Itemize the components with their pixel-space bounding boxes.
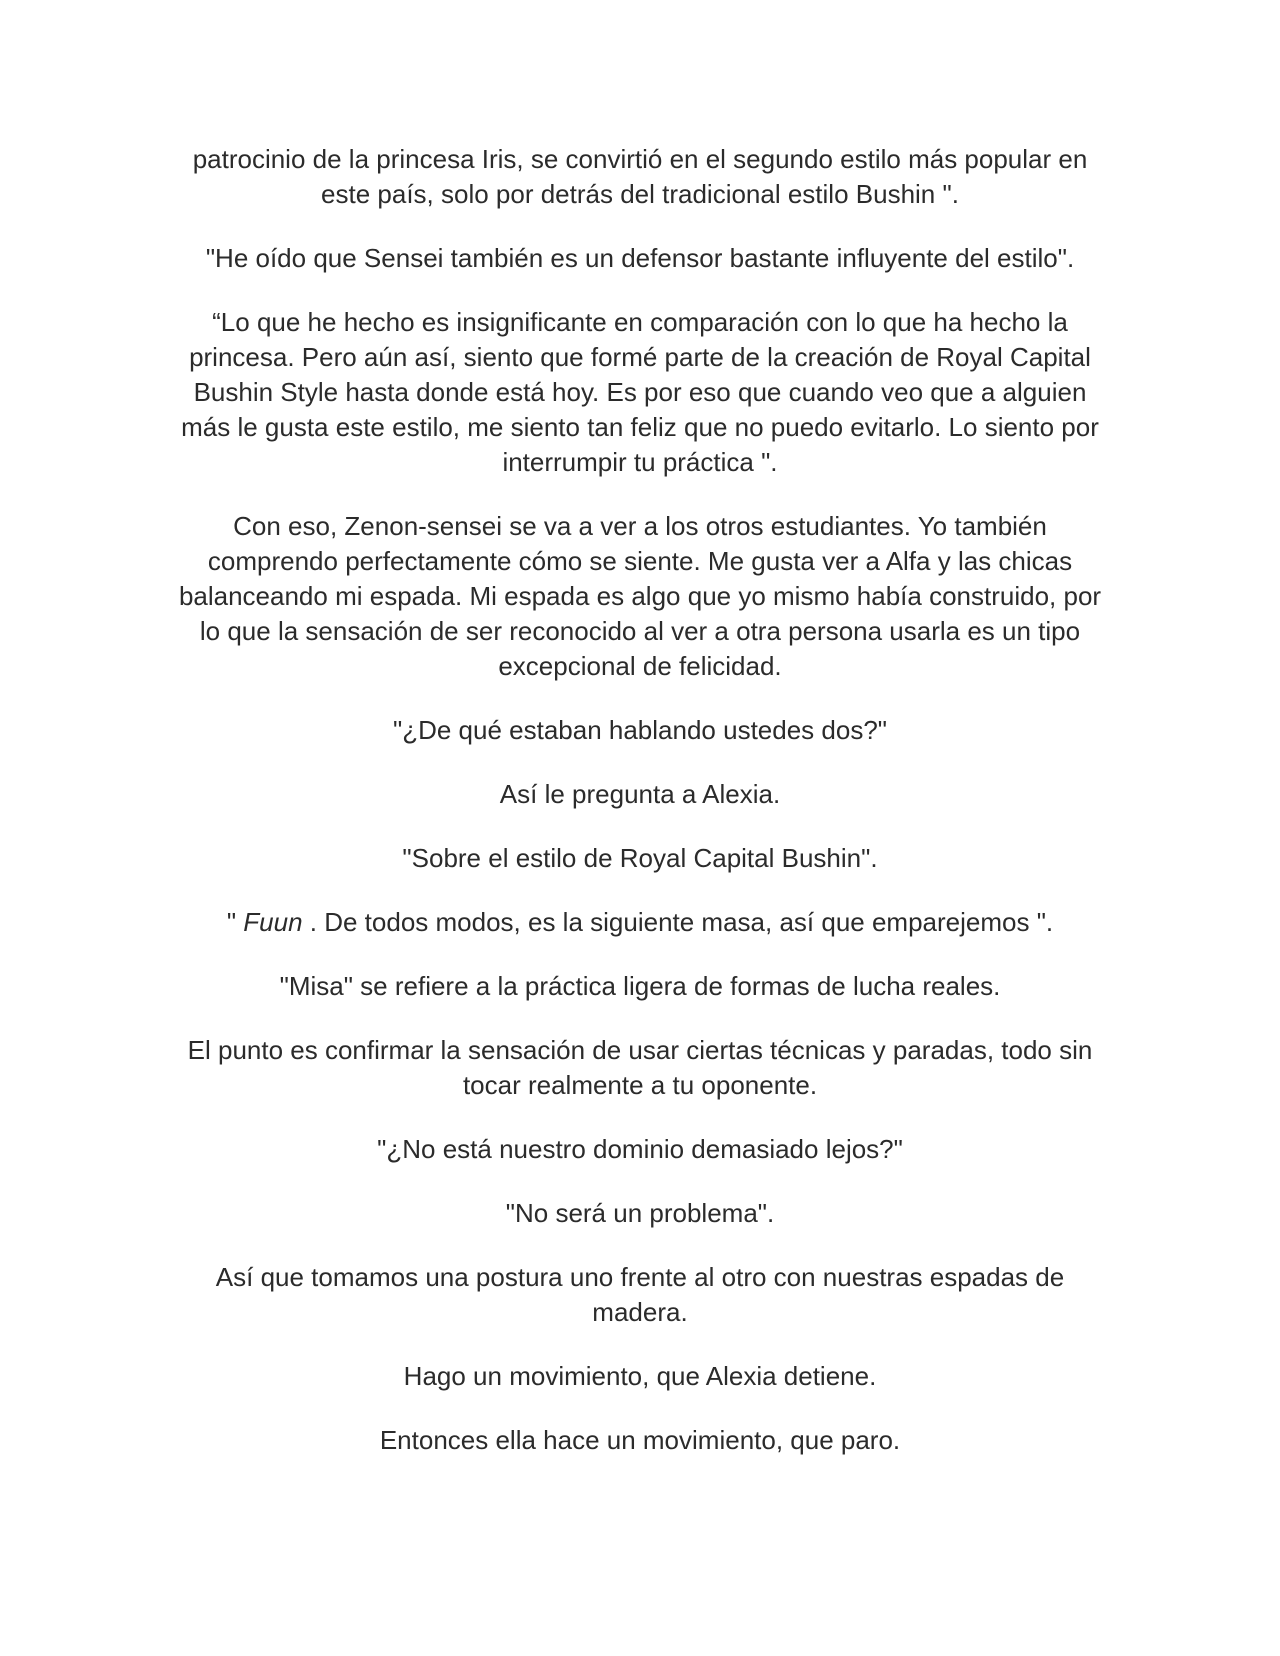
paragraph-hago-movimiento: Hago un movimiento, que Alexia detiene. [403, 1361, 877, 1391]
fuun-emphasis: Fuun [243, 907, 303, 937]
paragraph-fuun [170, 905, 1110, 940]
paragraph-sensei-defensor: "He oído que Sensei también es un defensor bastante influyente del estilo". [205, 243, 1075, 273]
paragraph-el-punto: El punto es confirmar la sensación de usar ciertas técnicas y paradas, todo sin tocar realmente a tu oponente. [187, 1035, 1093, 1100]
fuun-prefix: " [226, 907, 244, 937]
paragraph-ella-hace-movimiento: Entonces ella hace un movimiento, que paro. [379, 1425, 901, 1455]
paragraph-de-que-hablando: "¿De qué estaban hablando ustedes dos?" [392, 715, 888, 745]
paragraph-tomamos-postura: Así que tomamos una postura uno frente al otro con nuestras espadas de madera. [215, 1262, 1065, 1327]
paragraph-dominio-lejos: "¿No está nuestro dominio demasiado lejos?" [377, 1134, 903, 1164]
paragraph-con-eso-zenon: Con eso, Zenon-sensei se va a ver a los otros estudiantes. Yo también comprendo perfectamente cómo se siente. Me gusta ver a Alfa y las chicas balanceando mi espada. Mi espada es algo que yo mismo había construido, por lo que la sensación de ser reconocido al ver a otra persona usarla es un tipo excepcional de felicidad. [178, 511, 1102, 681]
paragraph-no-sera-problema: "No será un problema". [505, 1198, 775, 1228]
paragraph-asi-le-pregunta: Así le pregunta a Alexia. [499, 779, 781, 809]
paragraph-sobre-el-estilo: "Sobre el estilo de Royal Capital Bushin". [402, 843, 878, 873]
document-page [170, 142, 1110, 1487]
fuun-suffix: . De todos modos, es la siguiente masa, así que emparejemos ". [302, 907, 1054, 937]
paragraph-lo-que-he-hecho: “Lo que he hecho es insignificante en comparación con lo que ha hecho la princesa. Pero aún así, siento que formé parte de la creación de Royal Capital Bushin Style hasta donde está hoy. Es por eso que cuando veo que a alguien más le gusta este estilo, me siento tan feliz que no puedo evitarlo. Lo siento por interrumpir tu práctica ". [181, 307, 1099, 477]
paragraph-patrocinio: patrocinio de la princesa Iris, se convirtió en el segundo estilo más popular en este país, solo por detrás del tradicional estilo Bushin ". [192, 144, 1088, 209]
paragraph-misa: "Misa" se refiere a la práctica ligera de formas de lucha reales. [279, 971, 1001, 1001]
